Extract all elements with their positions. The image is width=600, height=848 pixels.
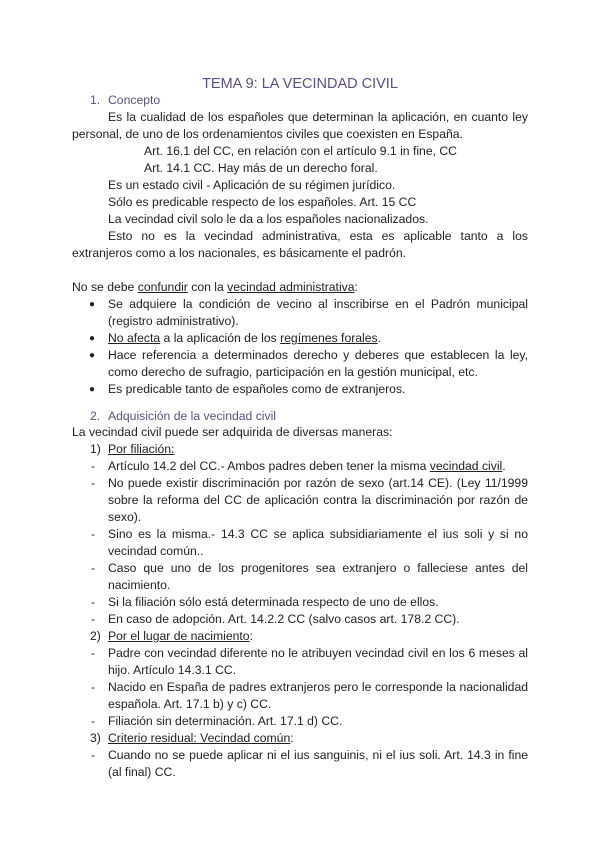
list-line: nacimiento. [108,578,171,592]
dash-marker: - [91,748,96,762]
list-line: española. Art. 17.1 b) y c) CC. [108,697,272,711]
list-line: Cuando no se puede aplicar ni el ius sanguinis, ni el ius soli. Art. 14.3 in fine [108,748,528,762]
reference-line: Art. 14.1 CC. Hay más de un derecho foral. [144,161,378,175]
dash-marker: - [91,646,96,660]
dash-marker: - [91,476,96,490]
list-line: sexo). [108,510,142,524]
bullet-line: No afecta a la aplicación de los regímenes forales. [108,331,382,345]
dash-marker: - [91,612,96,626]
list-line: Nacido en España de padres extranjeros pero le corresponde la nacionalidad [108,680,528,694]
list-line: vecindad común.. [108,544,204,558]
bullet-icon: ● [89,350,96,361]
list-line: Artículo 14.2 del CC.- Ambos padres deben tener la misma vecindad civil. [108,459,506,473]
paragraph-line: Sólo es predicable respecto de los españoles. Art. 15 CC [108,195,417,209]
list-line: Caso que uno de los progenitores sea extranjero o falleciese antes del [108,561,528,575]
list-number: 1) [90,442,101,456]
subheading-residual: Criterio residual: Vecindad común: [108,731,294,745]
paragraph-line: extranjeros como a los nacionales, es básicamente el padrón. [72,246,406,260]
list-number: 3) [90,731,101,745]
page-title: TEMA 9: LA VECINDAD CIVIL [202,76,398,92]
dash-marker: - [91,595,96,609]
paragraph-line: La vecindad civil solo le da a los españoles nacionalizados. [108,212,429,226]
bullet-icon: ● [89,333,96,344]
paragraph-line: Es la cualidad de los españoles que determinan la aplicación, en cuanto ley [108,110,528,124]
section-number: 1. [90,93,101,107]
list-line: Si la filiación sólo está determinada respecto de uno de ellos. [108,595,439,609]
dash-marker: - [91,459,96,473]
confusion-note: No se debe confundir con la vecindad administrativa: [72,280,358,294]
subheading-nacimiento: Por el lugar de nacimiento: [108,629,253,643]
paragraph-line: Esto no es la vecindad administrativa, esta es aplicable tanto a los [108,229,528,243]
section-heading: Concepto [108,93,161,107]
bullet-line: Se adquiere la condición de vecino al inscribirse en el Padrón municipal [108,297,528,311]
bullet-line: Es predicable tanto de españoles como de extranjeros. [108,382,406,396]
dash-marker: - [91,680,96,694]
paragraph-line: La vecindad civil puede ser adquirida de diversas maneras: [72,425,393,439]
list-line: En caso de adopción. Art. 14.2.2 CC (salvo casos art. 178.2 CC). [108,612,460,626]
list-line: Sino es la misma.- 14.3 CC se aplica subsidiariamente el ius soli y si no [108,527,528,541]
list-line: Filiación sin determinación. Art. 17.1 d) CC. [108,714,343,728]
bullet-icon: ● [89,384,96,395]
paragraph-line: Es un estado civil - Aplicación de su régimen jurídico. [108,178,396,192]
dash-marker: - [91,527,96,541]
list-line: sobre la reforma del CC de aplicación contra la discriminación por razón de [108,493,528,507]
section-heading: Adquisición de la vecindad civil [108,409,277,423]
section-number: 2. [90,409,101,423]
bullet-icon: ● [89,299,96,310]
bullet-line: como derecho de sufragio, participación en la gestión municipal, etc. [108,365,478,379]
list-number: 2) [90,629,101,643]
reference-line: Art. 16.1 del CC, en relación con el artículo 9.1 in fine, CC [144,144,457,158]
paragraph-line: personal, de uno de los ordenamientos civiles que coexisten en España. [72,127,463,141]
bullet-line: Hace referencia a determinados derecho y deberes que establecen la ley, [108,348,528,362]
list-line: Padre con vecindad diferente no le atribuyen vecindad civil en los 6 meses al [108,646,528,660]
subheading-filiacion: Por filiación: [108,442,175,456]
list-line: No puede existir discriminación por razón de sexo (art.14 CE). (Ley 11/1999 [108,476,528,490]
dash-marker: - [91,561,96,575]
dash-marker: - [91,714,96,728]
list-line: hijo. Artículo 14.3.1 CC. [108,663,237,677]
list-line: (al final) CC. [108,765,176,779]
bullet-line: (registro administrativo). [108,314,239,328]
